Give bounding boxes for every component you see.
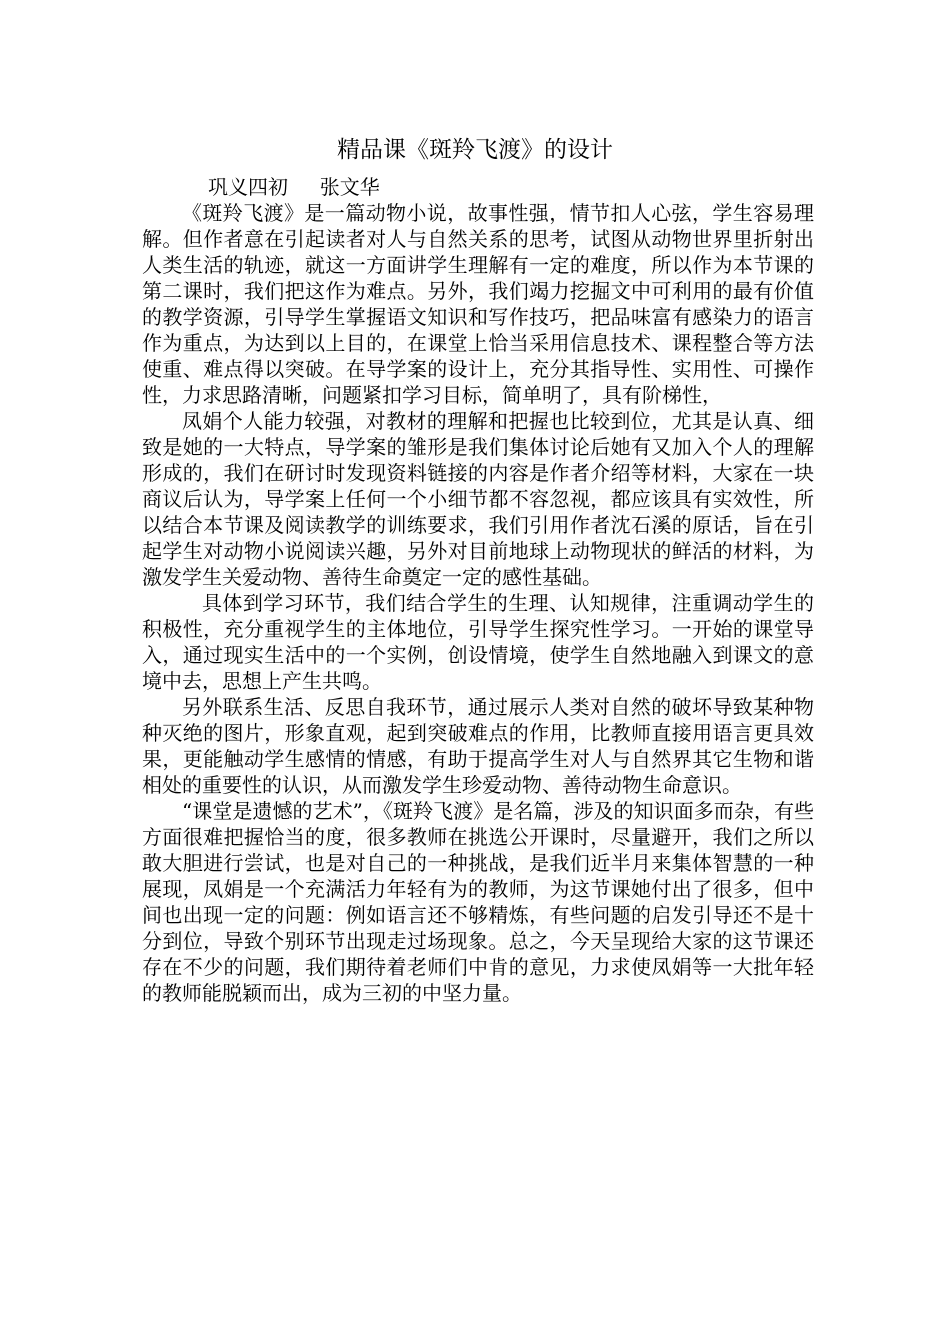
paragraph-2: 凤娟个人能力较强，对教材的理解和把握也比较到位，尤其是认真、细致是她的一大特点，导学案的雏形是我们集体讨论后她有又加入个人的理解形成的，我们在研讨时发现资料链接的内容是作者介绍等材料，大家在一块商议后认为，导学案上任何一个小细节都不容忽视，都应该具有实效性，所以结合本节课及阅读教学的训练要求，我们引用作者沈石溪的原话，旨在引起学生对动物小说阅读兴趣，另外对目前地球上动物现状的鲜活的材料，为激发学生关爱动物、善待生命奠定一定的感性基础。 [142,409,814,589]
paragraph-4: 另外联系生活、反思自我环节，通过展示人类对自然的破坏导致某种物种灭绝的图片，形象直观，起到突破难点的作用，比教师直接用语言更具效果，更能触动学生感情的情感，有助于提高学生对人与自然界其它生物和谐相处的重要性的认识，从而激发学生珍爱动物、善待动物生命意识。 [142,695,814,797]
paragraph-3: 具体到学习环节，我们结合学生的生理、认知规律，注重调动学生的积极性，充分重视学生的主体地位，引导学生探究性学习。一开始的课堂导入，通过现实生活中的一个实例，创设情境，使学生自然地融入到课文的意境中去，思想上产生共鸣。 [142,591,814,693]
author-byline: 巩义四初 张文华 [208,175,380,199]
paragraph-5: “课堂是遗憾的艺术”，《斑羚飞渡》是名篇，涉及的知识面多而杂，有些方面很难把握恰当的度，很多教师在挑选公开课时，尽量避开，我们之所以敢大胆进行尝试，也是对自己的一种挑战，是我们近半月来集体智慧的一种展现，凤娟是一个充满活力年轻有为的教师，为这节课她付出了很多，但中间也出现一定的问题：例如语言还不够精炼，有些问题的启发引导还不是十分到位，导致个别环节出现走过场现象。总之，今天呈现给大家的这节课还存在不少的问题，我们期待着老师们中肯的意见，力求使凤娟等一大批年轻的教师能脱颖而出，成为三初的中坚力量。 [142,799,814,1005]
document-title: 精品课《斑羚飞渡》的设计 [337,137,613,163]
paragraph-1: 《斑羚飞渡》是一篇动物小说，故事性强，情节扣人心弦，学生容易理解。但作者意在引起读者对人与自然关系的思考，试图从动物世界里折射出人类生活的轨迹，就这一方面讲学生理解有一定的难度，所以作为本节课的第二课时，我们把这作为难点。另外，我们竭力挖掘文中可利用的最有价值的教学资源，引导学生掌握语文知识和写作技巧，把品味富有感染力的语言作为重点，为达到以上目的，在课堂上恰当采用信息技术、课程整合等方法使重、难点得以突破。在导学案的设计上，充分其指导性、实用性、可操作性，力求思路清晰，问题紧扣学习目标，简单明了，具有阶梯性， [142,201,814,407]
document-body [142,200,814,1006]
